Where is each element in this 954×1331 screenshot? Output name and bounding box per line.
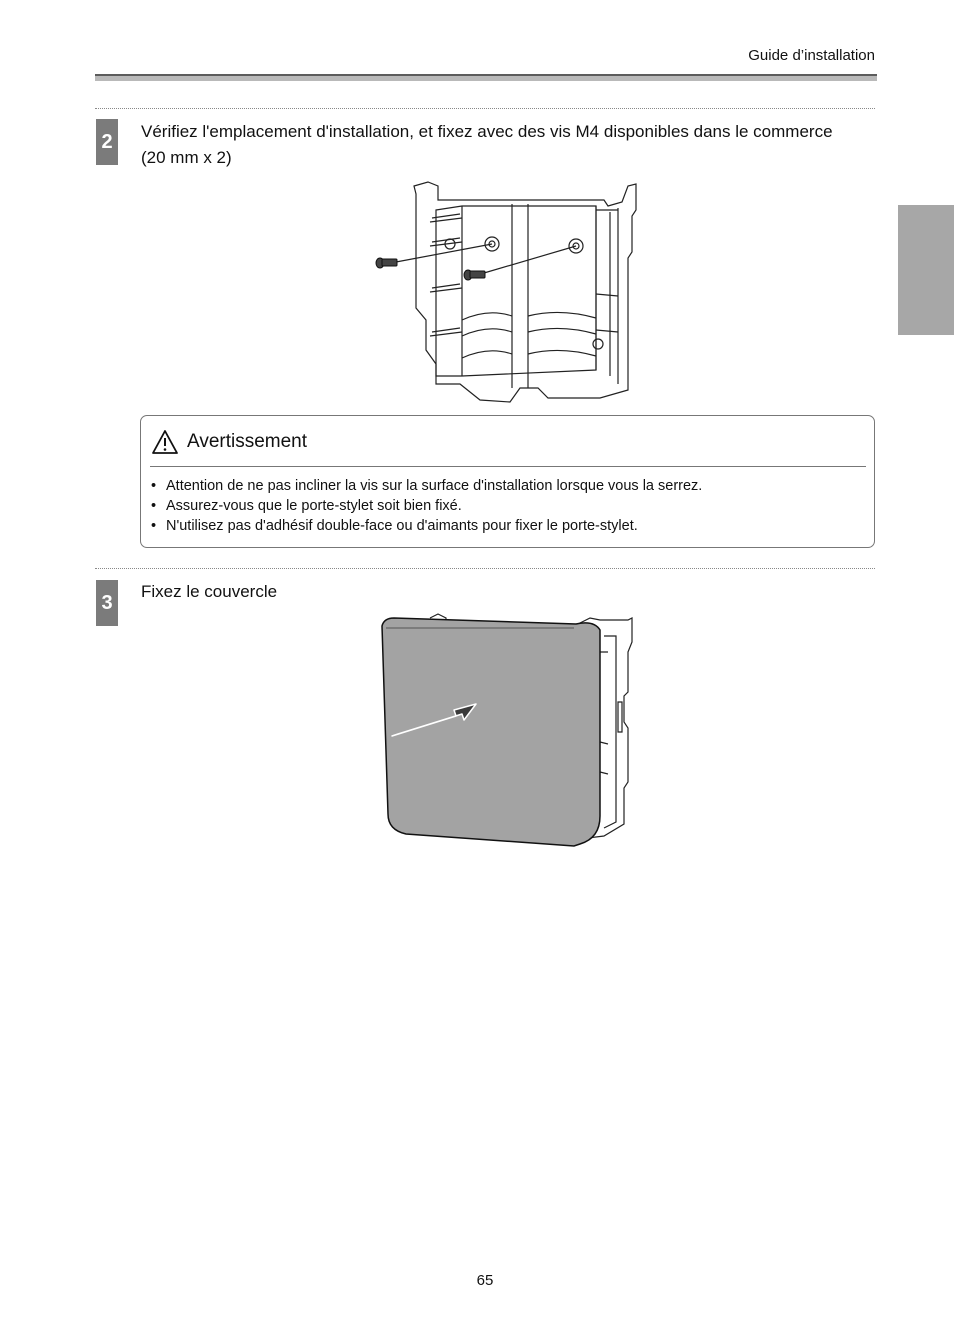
step-number-badge: 2 xyxy=(96,119,118,165)
warning-header xyxy=(151,428,307,456)
page-number: 65 xyxy=(476,1272,494,1289)
step-instruction xyxy=(141,119,833,171)
section-side-tab xyxy=(898,205,954,335)
warning-list-item: • N'utilisez pas d'adhésif double-face ou d'aimants pour fixer le porte-stylet. xyxy=(149,516,702,536)
step-divider xyxy=(95,568,875,569)
step-instruction xyxy=(141,579,277,605)
bracket-screws-illustration xyxy=(370,180,645,405)
step-instruction-line: Fixez le couvercle xyxy=(141,582,278,601)
step-instruction-line: Vérifiez l'emplacement d'installation, et fixez avec des vis M4 disponibles dans le commerce xyxy=(141,122,833,141)
cover-attach-illustration xyxy=(378,612,638,852)
step-instruction-line: (20 mm x 2) xyxy=(141,148,232,167)
step-divider xyxy=(95,108,875,109)
warning-divider xyxy=(150,466,866,467)
warning-triangle-icon xyxy=(151,429,179,455)
cover-panel xyxy=(382,618,600,846)
warning-box xyxy=(140,415,875,548)
step-number-badge: 3 xyxy=(96,580,118,626)
header-rule xyxy=(95,74,877,81)
warning-list-item: • Assurez-vous que le porte-stylet soit bien fixé. xyxy=(149,496,702,516)
page-header-title: Guide d’installation xyxy=(748,47,875,64)
warning-title: Avertissement xyxy=(187,431,308,452)
warning-list xyxy=(149,476,702,536)
warning-list-item: • Attention de ne pas incliner la vis sur la surface d'installation lorsque vous la serrez. xyxy=(149,476,702,496)
